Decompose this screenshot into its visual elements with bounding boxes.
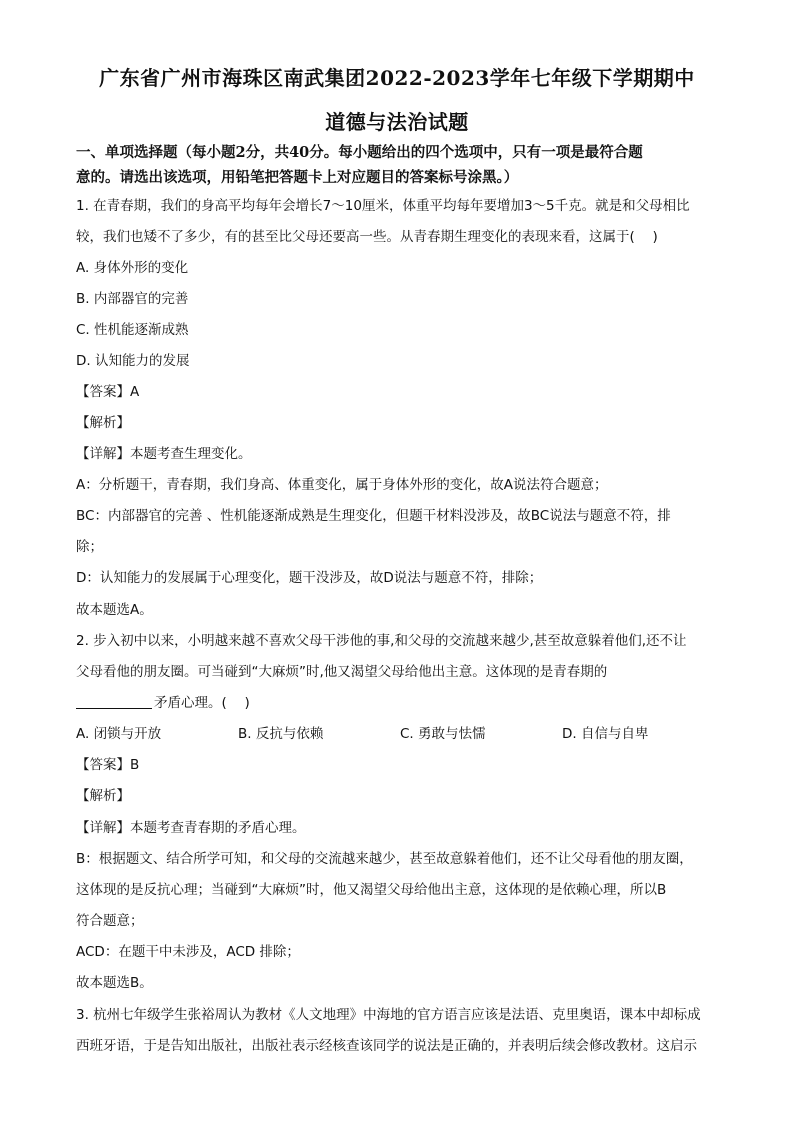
q2-stem-line1: 2. 步入初中以来，小明越来越不喜欢父母干涉他的事,和父母的交流越来越少,甚至故意躲着他们,还不让 [76, 633, 687, 649]
q3-stem-line1: 3. 杭州七年级学生张裕周认为教材《人文地理》中海地的官方语言应该是法语、克里奥语，课本中却标成 [76, 1007, 701, 1023]
document-title-line2: 道德与法治试题 [325, 110, 469, 134]
q1-explanation-a: A：分析题干，青春期，我们身高、体重变化，属于身体外形的变化，故A说法符合题意； [76, 477, 608, 493]
q2-options-row [76, 724, 726, 744]
q2-stem-line2: 父母看他的朋友圈。可当碰到“大麻烦”时,他又渴望父母给他出主意。这体现的是青春期的 [76, 664, 608, 680]
q1-stem-line2: 较，我们也矮不了多少，有的甚至比父母还要高一些。从青春期生理变化的表现来看，这属于( ) [76, 229, 658, 245]
q1-option-b: B. 内部器官的完善 [76, 291, 189, 307]
q2-stem-line3 [76, 693, 726, 713]
q2-option-c: C. 勇敢与怯懦 [400, 726, 486, 742]
q1-explanation-bc-line2: 除； [76, 539, 103, 555]
q2-explanation-b-line1: B：根据题文、结合所学可知，和父母的交流越来越少，甚至故意躲着他们，还不让父母看他的朋友圈， [76, 851, 693, 867]
q2-explanation-acd: ACD：在题干中未涉及，ACD 排除； [76, 944, 300, 960]
q2-stem-line3-text: 矛盾心理。( ) [154, 695, 250, 711]
q1-option-a: A. 身体外形的变化 [76, 260, 189, 276]
q1-explanation-d: D：认知能力的发展属于心理变化，题干没涉及，故D说法与题意不符，排除； [76, 570, 543, 586]
q1-explanation-bc-line1: BC：内部器官的完善 、性机能逐渐成熟是生理变化，但题干材料没涉及，故BC说法与题意不符，排 [76, 508, 671, 524]
q1-option-c: C. 性机能逐渐成熟 [76, 322, 189, 338]
q1-stem-line1: 1. 在青春期，我们的身高平均每年会增长7～10厘米，体重平均每年要增加3～5千克。就是和父母相比 [76, 198, 690, 214]
q1-option-d: D. 认知能力的发展 [76, 353, 190, 369]
q1-analysis-label: 【解析】 [76, 415, 130, 431]
answer-blank [76, 694, 152, 709]
q3-stem-line2: 西班牙语，于是告知出版社，出版社表示经核查该同学的说法是正确的，并表明后续会修改教材。这启示 [76, 1038, 697, 1054]
q2-explanation-b-line2: 这体现的是反抗心理；当碰到“大麻烦”时，他又渴望父母给他出主意，这体现的是依赖心理，所以B [76, 882, 667, 898]
section-heading-line2: 意的。请选出该选项，用铅笔把答题卡上对应题目的答案标号涂黑。） [76, 169, 519, 186]
q2-option-d: D. 自信与自卑 [562, 726, 649, 742]
document-title-line1: 广东省广州市海珠区南武集团2022-2023学年七年级下学期期中 [99, 66, 695, 90]
q2-option-a: A. 闭锁与开放 [76, 726, 162, 742]
q2-analysis-label: 【解析】 [76, 788, 130, 804]
q1-detail: 【详解】本题考查生理变化。 [76, 446, 252, 462]
q2-detail: 【详解】本题考查青春期的矛盾心理。 [76, 820, 306, 836]
section-heading-line1: 一、单项选择题（每小题2分，共40分。每小题给出的四个选项中，只有一项是最符合题 [76, 144, 643, 161]
q1-answer: 【答案】A [76, 384, 140, 400]
q2-explanation-b-line3: 符合题意； [76, 913, 144, 929]
q2-option-b: B. 反抗与依赖 [238, 726, 324, 742]
q2-answer: 【答案】B [76, 757, 140, 773]
q2-conclusion: 故本题选B。 [76, 975, 153, 991]
q1-conclusion: 故本题选A。 [76, 602, 153, 618]
